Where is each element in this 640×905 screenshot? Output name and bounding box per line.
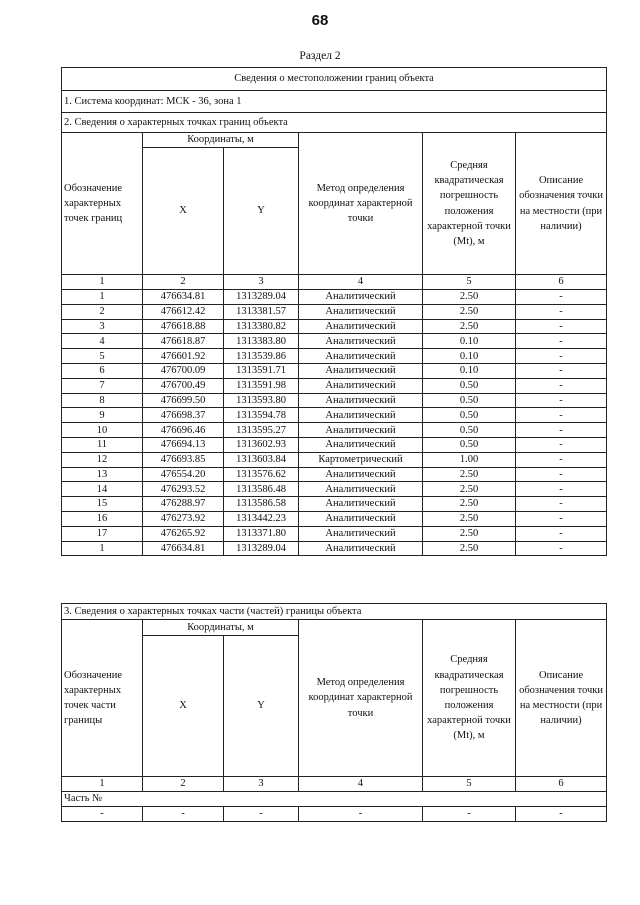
table-cell: 11 bbox=[62, 437, 143, 452]
table-cell: 476634.81 bbox=[143, 290, 224, 305]
table-cell: 7 bbox=[62, 378, 143, 393]
table-cell: 476700.09 bbox=[143, 363, 224, 378]
section-label: Раздел 2 bbox=[299, 50, 341, 62]
table-cell: Аналитический bbox=[299, 423, 423, 438]
column-number: 6 bbox=[516, 275, 607, 290]
table-cell: 476612.42 bbox=[143, 304, 224, 319]
table-cell: 1313591.98 bbox=[224, 378, 299, 393]
table-cell: - bbox=[516, 408, 607, 423]
table-cell: - bbox=[516, 467, 607, 482]
table-cell: - bbox=[516, 807, 607, 822]
column-number: 3 bbox=[224, 777, 299, 792]
table-cell: 1313602.93 bbox=[224, 437, 299, 452]
table-cell: 1313289.04 bbox=[224, 541, 299, 556]
table-cell: - bbox=[516, 349, 607, 364]
part-header-method: Метод определения координат характерной точки bbox=[299, 620, 423, 777]
table-cell: 1 bbox=[62, 290, 143, 305]
part-label: Часть № bbox=[62, 792, 607, 807]
table-cell: - bbox=[516, 482, 607, 497]
table-cell: 1313383.80 bbox=[224, 334, 299, 349]
coord-system-line: 1. Система координат: МСК - 36, зона 1 bbox=[62, 91, 607, 113]
table-cell: 0.10 bbox=[423, 334, 516, 349]
header-x: X bbox=[143, 148, 224, 275]
column-number: 5 bbox=[423, 777, 516, 792]
table-cell: Аналитический bbox=[299, 497, 423, 512]
table-cell: 0.50 bbox=[423, 423, 516, 438]
table-cell: 1313594.78 bbox=[224, 408, 299, 423]
table-cell: 1313593.80 bbox=[224, 393, 299, 408]
table-cell: 2 bbox=[62, 304, 143, 319]
table-cell: 1313603.84 bbox=[224, 452, 299, 467]
page-number: 68 bbox=[311, 12, 329, 29]
table-cell: Аналитический bbox=[299, 393, 423, 408]
table-cell: 17 bbox=[62, 526, 143, 541]
table-cell: 1.00 bbox=[423, 452, 516, 467]
table-cell: 2.50 bbox=[423, 482, 516, 497]
part-header-y: Y bbox=[224, 636, 299, 777]
table-cell: - bbox=[62, 807, 143, 822]
table-cell: - bbox=[516, 526, 607, 541]
column-number: 5 bbox=[423, 275, 516, 290]
table-cell: Аналитический bbox=[299, 334, 423, 349]
table-cell: - bbox=[224, 807, 299, 822]
table-row bbox=[62, 452, 607, 467]
table-cell: 1313576.62 bbox=[224, 467, 299, 482]
table-cell: 16 bbox=[62, 511, 143, 526]
table-cell: 476273.92 bbox=[143, 511, 224, 526]
table-cell: 0.50 bbox=[423, 437, 516, 452]
table-row bbox=[62, 290, 607, 305]
table-cell: Аналитический bbox=[299, 408, 423, 423]
table-cell: 15 bbox=[62, 497, 143, 512]
table-cell: 1313539.86 bbox=[224, 349, 299, 364]
table-cell: Аналитический bbox=[299, 290, 423, 305]
table-cell: 476698.37 bbox=[143, 408, 224, 423]
table-cell: 0.10 bbox=[423, 363, 516, 378]
table-cell: 1313595.27 bbox=[224, 423, 299, 438]
table-cell: - bbox=[516, 334, 607, 349]
part-header-designation: Обозначение характерных точек части границы bbox=[62, 620, 143, 777]
table-cell: Аналитический bbox=[299, 363, 423, 378]
header-y: Y bbox=[224, 148, 299, 275]
table-cell: Аналитический bbox=[299, 304, 423, 319]
table-cell: - bbox=[516, 511, 607, 526]
header-coordinates: Координаты, м bbox=[143, 133, 299, 148]
header-error: Средняя квадратическая погрешность положения характерной точки (Mt), м bbox=[423, 133, 516, 275]
table-cell: 1313442.23 bbox=[224, 511, 299, 526]
table-cell: 476693.85 bbox=[143, 452, 224, 467]
column-number: 4 bbox=[299, 777, 423, 792]
boundary-points-table bbox=[61, 67, 607, 556]
table-row bbox=[62, 541, 607, 556]
table-cell: 1 bbox=[62, 541, 143, 556]
part-column-numbers-row bbox=[62, 777, 607, 792]
table-cell: 13 bbox=[62, 467, 143, 482]
table-cell: 1313380.82 bbox=[224, 319, 299, 334]
table-cell: - bbox=[516, 497, 607, 512]
table-cell: Аналитический bbox=[299, 349, 423, 364]
table-cell: 476293.52 bbox=[143, 482, 224, 497]
column-numbers-row bbox=[62, 275, 607, 290]
table-cell: Аналитический bbox=[299, 541, 423, 556]
table-row bbox=[62, 378, 607, 393]
table-row bbox=[62, 526, 607, 541]
table-row bbox=[62, 393, 607, 408]
table-cell: 476618.87 bbox=[143, 334, 224, 349]
table-cell: 476696.46 bbox=[143, 423, 224, 438]
table-cell: - bbox=[516, 290, 607, 305]
table-row bbox=[62, 511, 607, 526]
table-title: Сведения о местоположении границ объекта bbox=[62, 68, 607, 91]
table-cell: Аналитический bbox=[299, 378, 423, 393]
table-row bbox=[62, 319, 607, 334]
part-header-coordinates: Координаты, м bbox=[143, 620, 299, 636]
table-cell: Аналитический bbox=[299, 319, 423, 334]
table-cell: - bbox=[516, 541, 607, 556]
part-header-error: Средняя квадратическая погрешность положения характерной точки (Mt), м bbox=[423, 620, 516, 777]
header-designation: Обозначение характерных точек границ bbox=[62, 133, 143, 275]
table-cell: - bbox=[516, 393, 607, 408]
table-cell: 12 bbox=[62, 452, 143, 467]
table-row bbox=[62, 408, 607, 423]
table-cell: 1313381.57 bbox=[224, 304, 299, 319]
part-points-table bbox=[61, 603, 607, 822]
table-cell: - bbox=[516, 452, 607, 467]
table-cell: 476700.49 bbox=[143, 378, 224, 393]
table-cell: 2.50 bbox=[423, 304, 516, 319]
table-cell: Аналитический bbox=[299, 526, 423, 541]
table-cell: 1313586.58 bbox=[224, 497, 299, 512]
table-cell: 6 bbox=[62, 363, 143, 378]
part-header-x: X bbox=[143, 636, 224, 777]
table-cell: 2.50 bbox=[423, 511, 516, 526]
table-cell: 0.50 bbox=[423, 393, 516, 408]
header-method: Метод определения координат характерной точки bbox=[299, 133, 423, 275]
table-cell: 2.50 bbox=[423, 290, 516, 305]
table-cell: 476634.81 bbox=[143, 541, 224, 556]
column-number: 4 bbox=[299, 275, 423, 290]
table-cell: 14 bbox=[62, 482, 143, 497]
table-cell: 4 bbox=[62, 334, 143, 349]
table-cell: 476288.97 bbox=[143, 497, 224, 512]
table-cell: Аналитический bbox=[299, 511, 423, 526]
table-cell: - bbox=[516, 437, 607, 452]
table-cell: 0.50 bbox=[423, 378, 516, 393]
table-cell: 476699.50 bbox=[143, 393, 224, 408]
part-points-heading: 3. Сведения о характерных точках части (частей) границы объекта bbox=[62, 604, 607, 620]
table-cell: 9 bbox=[62, 408, 143, 423]
table-row bbox=[62, 467, 607, 482]
column-number: 2 bbox=[143, 275, 224, 290]
table-cell: 476694.13 bbox=[143, 437, 224, 452]
table-cell: 1313289.04 bbox=[224, 290, 299, 305]
table-cell: 2.50 bbox=[423, 319, 516, 334]
table-row bbox=[62, 334, 607, 349]
column-number: 1 bbox=[62, 275, 143, 290]
table-cell: Аналитический bbox=[299, 482, 423, 497]
table-cell: 2.50 bbox=[423, 541, 516, 556]
table-cell: - bbox=[299, 807, 423, 822]
table-cell: 2.50 bbox=[423, 467, 516, 482]
part-header-description: Описание обозначения точки на местности (при наличии) bbox=[516, 620, 607, 777]
table-row bbox=[62, 304, 607, 319]
table-cell: Картометрический bbox=[299, 452, 423, 467]
table-cell: 476554.20 bbox=[143, 467, 224, 482]
table-cell: - bbox=[516, 423, 607, 438]
table-cell: 0.10 bbox=[423, 349, 516, 364]
table-cell: - bbox=[516, 363, 607, 378]
table-cell: 1313371.80 bbox=[224, 526, 299, 541]
header-description: Описание обозначения точки на местности (при наличии) bbox=[516, 133, 607, 275]
part-empty-row bbox=[62, 807, 607, 822]
boundary-points-heading: 2. Сведения о характерных точках границ объекта bbox=[62, 113, 607, 133]
table-row bbox=[62, 482, 607, 497]
table-cell: - bbox=[516, 304, 607, 319]
table-cell: Аналитический bbox=[299, 467, 423, 482]
table-row bbox=[62, 423, 607, 438]
table-cell: - bbox=[516, 319, 607, 334]
table-cell: 476265.92 bbox=[143, 526, 224, 541]
table-cell: 10 bbox=[62, 423, 143, 438]
table-cell: 1313591.71 bbox=[224, 363, 299, 378]
table-cell: - bbox=[516, 378, 607, 393]
table-row bbox=[62, 363, 607, 378]
column-number: 1 bbox=[62, 777, 143, 792]
table-row bbox=[62, 497, 607, 512]
table-cell: 0.50 bbox=[423, 408, 516, 423]
column-number: 3 bbox=[224, 275, 299, 290]
table-cell: - bbox=[143, 807, 224, 822]
column-number: 6 bbox=[516, 777, 607, 792]
table-cell: 476601.92 bbox=[143, 349, 224, 364]
table-cell: 5 bbox=[62, 349, 143, 364]
column-number: 2 bbox=[143, 777, 224, 792]
table-row bbox=[62, 349, 607, 364]
table-cell: 2.50 bbox=[423, 526, 516, 541]
table-cell: - bbox=[423, 807, 516, 822]
table-row bbox=[62, 437, 607, 452]
table-cell: 2.50 bbox=[423, 497, 516, 512]
table-cell: 1313586.48 bbox=[224, 482, 299, 497]
table-cell: 8 bbox=[62, 393, 143, 408]
table-cell: Аналитический bbox=[299, 437, 423, 452]
table-cell: 3 bbox=[62, 319, 143, 334]
table-cell: 476618.88 bbox=[143, 319, 224, 334]
